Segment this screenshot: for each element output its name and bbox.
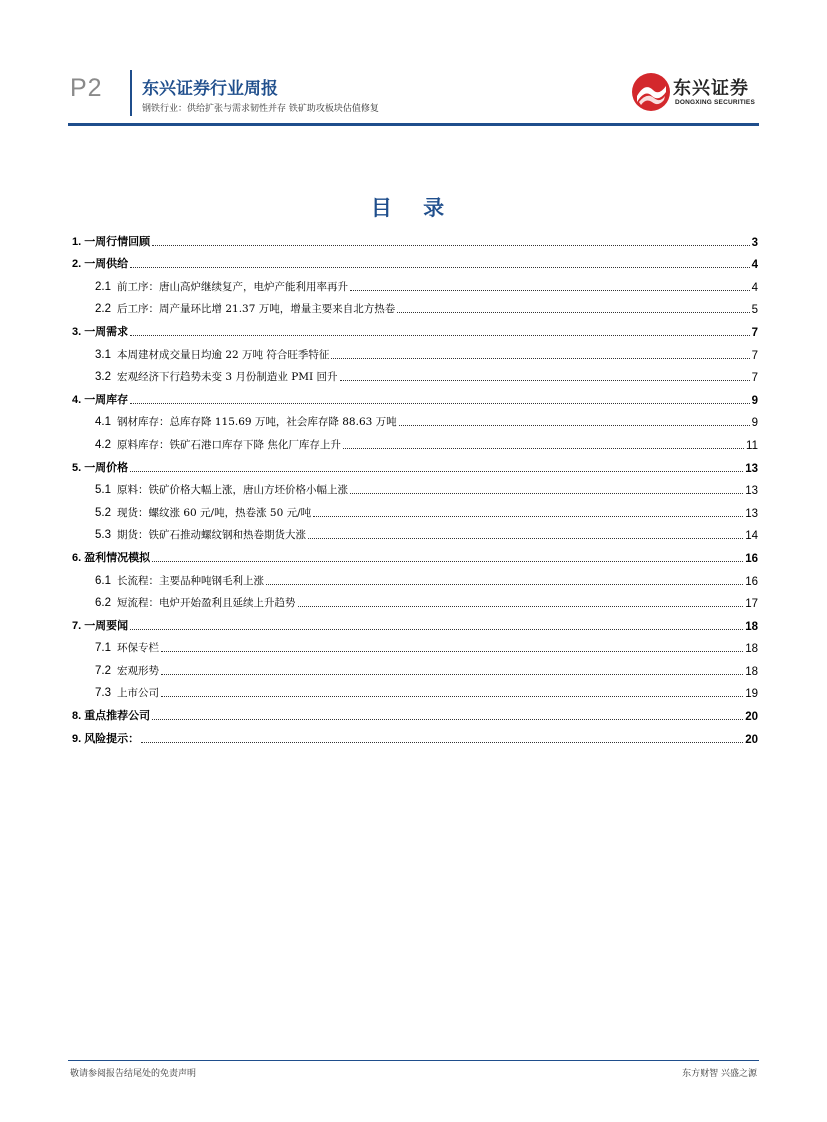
toc-entry[interactable] <box>72 408 758 431</box>
toc-entry-text: 原料库存：铁矿石港口库存下降 焦化厂库存上升 <box>117 438 341 451</box>
toc-leader-dots <box>397 311 749 313</box>
toc-entry-number: 9. <box>72 732 82 745</box>
toc-leader-dots <box>130 628 743 630</box>
toc-entry-number: 4.1 <box>95 416 111 429</box>
toc-entry-number: 4.2 <box>95 438 111 451</box>
toc-entry-page: 18 <box>745 643 758 656</box>
toc-entry-label <box>72 730 141 746</box>
toc-entry-number: 6.1 <box>95 574 111 587</box>
toc-entry-label <box>95 663 161 678</box>
toc-entry[interactable] <box>72 272 758 295</box>
toc-entry-text: 一周要闻 <box>84 618 129 632</box>
toc-entry-page: 20 <box>745 733 758 746</box>
toc-entry-number: 2. <box>72 258 82 271</box>
toc-entry-label <box>95 482 350 497</box>
toc-entry-page: 17 <box>745 598 758 611</box>
toc-entry-text: 风险提示： <box>84 731 140 745</box>
company-logo <box>631 70 761 114</box>
toc-entry-number: 3. <box>72 325 82 338</box>
logo-name-en: DONGXING SECURITIES <box>675 99 756 106</box>
toc-entry-label <box>95 527 308 542</box>
toc-entry[interactable] <box>72 295 758 318</box>
toc-entry-text: 一周行情回顾 <box>84 234 151 248</box>
toc-entry-page: 20 <box>745 711 758 724</box>
toc-entry-number: 7.3 <box>95 687 111 700</box>
toc-entry-number: 6. <box>72 551 82 564</box>
toc-entry-label <box>95 595 298 610</box>
toc-entry[interactable] <box>72 317 758 340</box>
toc-entry[interactable] <box>72 611 758 634</box>
toc-entry-number: 8. <box>72 710 82 723</box>
toc-entry-text: 环保专栏 <box>117 642 159 655</box>
toc-leader-dots <box>161 695 743 697</box>
toc-leader-dots <box>152 560 743 562</box>
toc-leader-dots <box>350 492 743 494</box>
toc-entry-text: 宏观形势 <box>117 664 159 677</box>
footer-disclaimer: 敬请参阅报告结尾处的免责声明 <box>70 1069 197 1079</box>
toc-entry[interactable] <box>72 476 758 499</box>
toc-entry[interactable] <box>72 724 758 747</box>
toc-entry-page: 13 <box>745 462 758 475</box>
table-of-contents <box>72 227 758 747</box>
toc-entry-text: 前工序：唐山高炉继续复产，电炉产能利用率再升 <box>117 280 348 293</box>
toc-entry-page: 7 <box>751 349 758 362</box>
toc-entry[interactable] <box>72 701 758 724</box>
toc-entry-label <box>95 414 399 429</box>
toc-entry-text: 一周供给 <box>84 257 129 271</box>
toc-leader-dots <box>130 334 749 336</box>
toc-entry-page: 5 <box>751 304 758 317</box>
toc-entry[interactable] <box>72 363 758 386</box>
toc-leader-dots <box>152 244 749 246</box>
toc-entry-label <box>95 279 350 294</box>
toc-entry-label <box>95 369 340 384</box>
toc-entry-page: 3 <box>751 236 758 249</box>
toc-entry-text: 本周建材成交量日均逾 22 万吨 符合旺季特征 <box>117 348 330 361</box>
toc-leader-dots <box>130 470 743 472</box>
toc-entry-number: 5. <box>72 461 82 474</box>
toc-entry-page: 4 <box>751 259 758 272</box>
footer-slogan: 东方财智 兴盛之源 <box>682 1069 757 1079</box>
toc-entry-label <box>95 640 161 655</box>
toc-entry-number: 7.1 <box>95 642 111 655</box>
toc-entry-text: 重点推荐公司 <box>84 709 151 723</box>
toc-entry-text: 现货：螺纹涨 60 元/吨，热卷涨 50 元/吨 <box>117 506 312 519</box>
toc-entry-page: 13 <box>745 485 758 498</box>
toc-entry-label <box>95 685 161 700</box>
toc-entry-page: 14 <box>745 530 758 543</box>
toc-entry-number: 7.2 <box>95 664 111 677</box>
toc-entry-number: 5.1 <box>95 484 111 497</box>
toc-entry[interactable] <box>72 453 758 476</box>
toc-entry-label <box>72 459 130 475</box>
toc-entry-page: 11 <box>746 439 758 452</box>
toc-entry[interactable] <box>72 656 758 679</box>
toc-entry-text: 一周价格 <box>84 460 129 474</box>
toc-leader-dots <box>130 402 749 404</box>
toc-entry-text: 长流程：主要品种吨钢毛利上涨 <box>117 574 264 587</box>
toc-entry-label <box>72 323 130 339</box>
toc-entry-label <box>72 391 130 407</box>
logo-mark-icon <box>631 72 671 112</box>
toc-leader-dots <box>308 537 743 539</box>
toc-entry-page: 4 <box>751 281 758 294</box>
toc-entry-number: 1. <box>72 235 82 248</box>
toc-entry-label <box>95 347 331 362</box>
toc-entry-number: 5.2 <box>95 506 111 519</box>
toc-entry-page: 7 <box>751 372 758 385</box>
toc-leader-dots <box>161 673 743 675</box>
toc-entry[interactable] <box>72 250 758 273</box>
toc-leader-dots <box>399 424 750 426</box>
toc-leader-dots <box>343 447 744 449</box>
toc-entry-page: 9 <box>751 394 758 407</box>
toc-entry[interactable] <box>72 498 758 521</box>
toc-entry-page: 19 <box>745 688 758 701</box>
toc-entry-text: 上市公司 <box>117 687 159 700</box>
footer-rule <box>68 1060 759 1061</box>
toc-entry-number: 3.2 <box>95 371 111 384</box>
toc-leader-dots <box>161 650 743 652</box>
header-divider <box>130 70 132 116</box>
toc-entry[interactable] <box>72 227 758 250</box>
toc-entry[interactable] <box>72 679 758 702</box>
toc-entry-text: 期货：铁矿石推动螺纹钢和热卷期货大涨 <box>117 529 306 542</box>
toc-entry-text: 后工序：周产量环比增 21.37 万吨，增量主要来自北方热卷 <box>117 303 396 316</box>
toc-entry-page: 7 <box>751 326 758 339</box>
logo-name-cn: 东兴证券 <box>673 78 749 99</box>
toc-entry-label <box>95 301 397 316</box>
toc-title: 目 录 <box>370 195 457 220</box>
toc-entry[interactable] <box>72 543 758 566</box>
toc-entry-text: 宏观经济下行趋势未变 3 月份制造业 PMI 回升 <box>117 371 338 384</box>
toc-entry-page: 9 <box>751 417 758 430</box>
toc-entry-text: 一周需求 <box>84 324 129 338</box>
toc-leader-dots <box>152 718 743 720</box>
toc-entry-label <box>95 573 266 588</box>
report-subtitle: 钢铁行业：供给扩张与需求韧性并存 铁矿助攻板块估值修复 <box>142 104 379 114</box>
toc-leader-dots <box>266 583 743 585</box>
toc-entry-label <box>95 437 343 452</box>
toc-entry[interactable] <box>72 521 758 544</box>
toc-entry-number: 7. <box>72 619 82 632</box>
toc-entry[interactable] <box>72 589 758 612</box>
toc-leader-dots <box>298 605 744 607</box>
toc-entry[interactable] <box>72 430 758 453</box>
page-number: P2 <box>70 74 103 102</box>
toc-entry-page: 18 <box>745 665 758 678</box>
toc-entry-page: 13 <box>745 507 758 520</box>
toc-entry-page: 16 <box>745 552 758 565</box>
toc-entry[interactable] <box>72 385 758 408</box>
toc-entry-number: 6.2 <box>95 597 111 610</box>
toc-entry-label <box>95 505 313 520</box>
toc-entry[interactable] <box>72 634 758 657</box>
toc-entry-number: 4. <box>72 393 82 406</box>
toc-entry[interactable] <box>72 340 758 363</box>
page-header <box>0 0 827 130</box>
toc-entry-number: 2.1 <box>95 280 111 293</box>
toc-entry-label <box>72 255 130 271</box>
toc-entry-label <box>72 233 152 249</box>
toc-entry-label <box>72 617 130 633</box>
toc-entry-text: 盈利情况模拟 <box>84 550 151 564</box>
toc-leader-dots <box>130 266 749 268</box>
toc-entry-page: 18 <box>745 620 758 633</box>
toc-entry-label <box>72 707 152 723</box>
toc-entry-text: 一周库存 <box>84 392 129 406</box>
report-title: 东兴证券行业周报 <box>142 79 278 99</box>
toc-entry-page: 16 <box>745 575 758 588</box>
toc-entry-text: 原料：铁矿价格大幅上涨，唐山方坯价格小幅上涨 <box>117 484 348 497</box>
header-rule <box>68 123 759 126</box>
toc-entry-number: 5.3 <box>95 529 111 542</box>
toc-leader-dots <box>340 379 750 381</box>
toc-leader-dots <box>141 741 743 743</box>
toc-entry-text: 钢材库存：总库存降 115.69 万吨，社会库存降 88.63 万吨 <box>117 416 397 429</box>
toc-entry-number: 3.1 <box>95 348 111 361</box>
toc-entry-number: 2.2 <box>95 303 111 316</box>
toc-leader-dots <box>331 357 749 359</box>
toc-leader-dots <box>350 289 750 291</box>
toc-entry-label <box>72 549 152 565</box>
toc-entry[interactable] <box>72 566 758 589</box>
toc-leader-dots <box>313 515 743 517</box>
toc-entry-text: 短流程：电炉开始盈利且延续上升趋势 <box>117 597 296 610</box>
